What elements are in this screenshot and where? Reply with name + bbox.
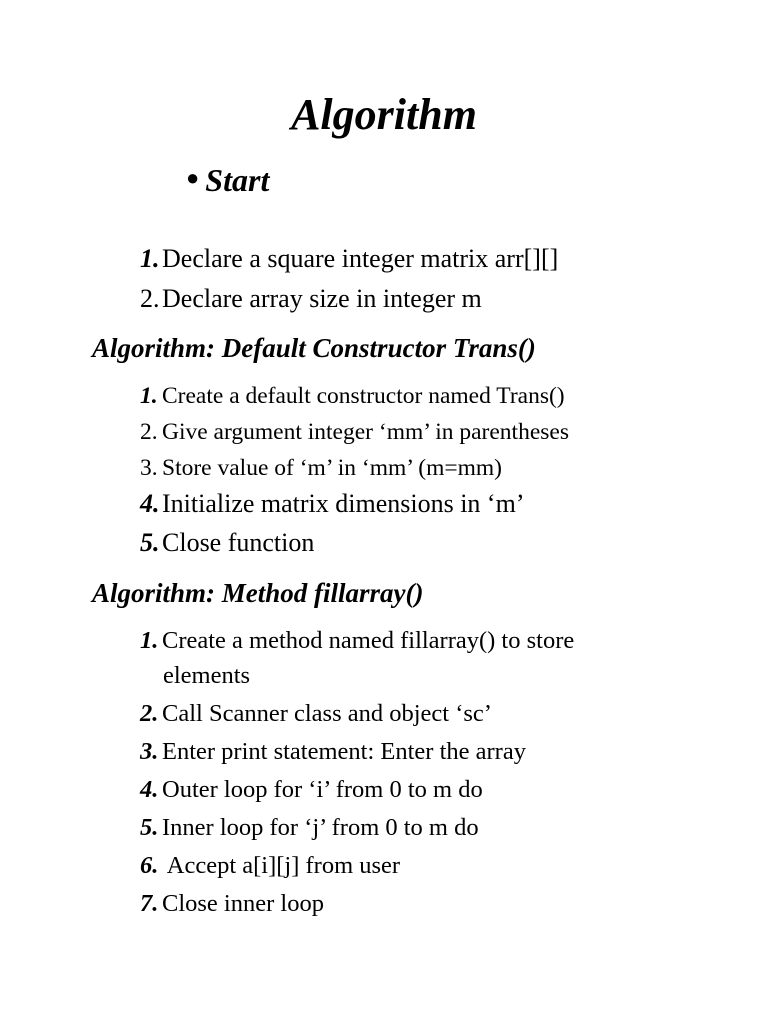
step-text: Accept a[i][j] from user (162, 852, 401, 879)
step-number: 1. (140, 244, 160, 273)
step-text: Initialize matrix dimensions in ‘m’ (162, 489, 525, 518)
step-number: 7. (140, 890, 159, 917)
constructor-step (140, 381, 565, 411)
step-text: Create a method named fillarray() to store (162, 627, 575, 654)
step-text: Inner loop for ‘j’ from 0 to m do (162, 814, 479, 841)
start-bullet-item (186, 158, 269, 207)
step-text: Enter print statement: Enter the array (162, 738, 526, 765)
fillarray-step (140, 813, 479, 843)
step-text: Declare array size in integer m (162, 284, 482, 313)
fillarray-step-continuation: elements (163, 662, 251, 689)
step-number: 3. (140, 738, 159, 765)
step-text: Outer loop for ‘i’ from 0 to m do (162, 776, 483, 803)
step-number: 2. (140, 284, 160, 313)
constructor-step (140, 488, 524, 520)
step-text: Declare a square integer matrix arr[][] (162, 244, 559, 273)
intro-step (140, 243, 558, 275)
intro-step (140, 283, 482, 315)
step-number: 4. (140, 776, 159, 803)
fillarray-step (140, 889, 324, 919)
step-number: 5. (140, 528, 160, 557)
fillarray-step (140, 626, 574, 656)
step-number: 1. (140, 627, 159, 654)
step-text: Give argument integer ‘mm’ in parentheses (162, 419, 569, 445)
step-text: Close inner loop (162, 890, 324, 917)
fillarray-step (140, 737, 526, 767)
step-text: Store value of ‘m’ in ‘mm’ (m=mm) (162, 455, 502, 481)
constructor-step (140, 417, 569, 447)
page-title: Algorithm (291, 90, 477, 139)
constructor-step (140, 527, 314, 559)
fillarray-step (140, 699, 492, 729)
constructor-step (140, 453, 502, 483)
step-number: 4. (140, 489, 160, 518)
step-number: 5. (140, 814, 159, 841)
step-text: Call Scanner class and object ‘sc’ (162, 700, 492, 727)
step-number: 6. (140, 852, 159, 879)
fillarray-step (140, 775, 483, 805)
step-number: 2. (140, 419, 158, 445)
bullet-icon: ● (186, 165, 200, 190)
fillarray-step (140, 851, 400, 881)
step-number: 2. (140, 700, 159, 727)
step-number: 1. (140, 383, 158, 409)
section-heading-constructor: Algorithm: Default Constructor Trans() (92, 333, 536, 363)
step-number: 3. (140, 455, 158, 481)
step-text: Close function (162, 528, 315, 557)
step-text: Create a default constructor named Trans() (162, 383, 565, 409)
section-heading-fillarray: Algorithm: Method fillarray() (92, 578, 424, 608)
start-bullet-label: Start (205, 162, 270, 198)
